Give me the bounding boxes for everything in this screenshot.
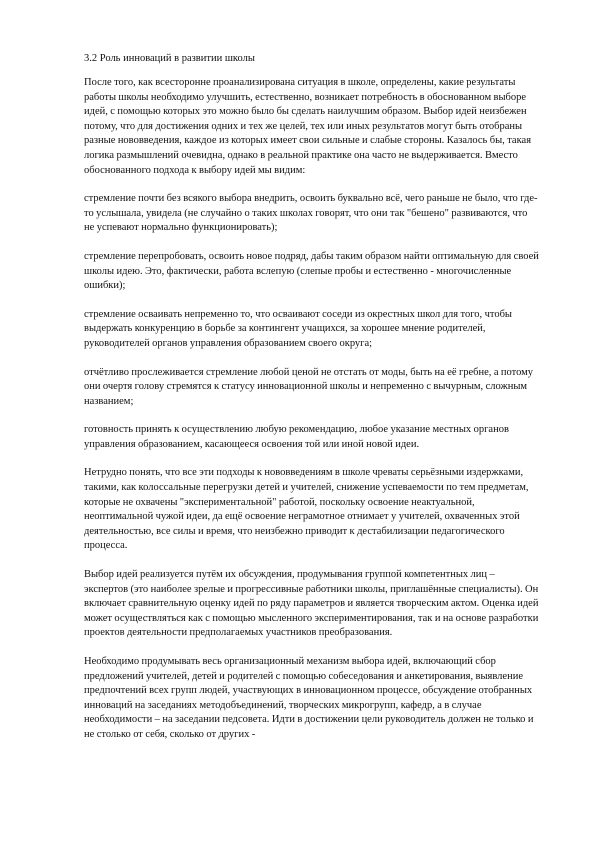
paragraph-item-4: отчётливо прослеживается стремление любой ценой не отстать от моды, быть на её гребне, а потому они очертя голову стремятся к статусу инновационной школы и непременно с вычурным, сложным названием; — [84, 366, 534, 407]
paragraph-item-3: стремление осваивать непременно то, что осваивают соседи из окрестных школ для того, чтобы выдержать конкуренцию в борьбе за контингент учащихся, за хорошее мнение родителей, руководителей органов управления образованием своего округа; — [84, 308, 512, 349]
paragraph-item-2: стремление перепробовать, освоить новое подряд, дабы таким образом найти оптимальную для своей школы идею. Это, фактически, работа вслепую (слепые пробы и естественно - многочисленные ошибки); — [84, 250, 539, 292]
paragraph-expert-selection: Выбор идей реализуется путём их обсуждения, продумывания группой компетентных лиц – экспертов (это наиболее зрелые и прогрессивные работники школы, приглашённые специалисты). Он включает сравнительную оценку идей по ряду параметров и является творческим актом. Оценка идей может осуществляться как с помощью мысленного экспериментирования, так и на основе разработки проектов деятельности предполагаемых участников преобразования. — [84, 569, 539, 639]
section-heading: 3.2 Роль инноваций в развитии школы — [84, 53, 255, 64]
paragraph-item-1: стремление почти без всякого выбора внедрить, освоить буквально всё, чего раньше не было, что где-то услышала, увидела (не случайно о таких школах говорят, что они так "бешено" развиваются, что не успевают нормально функционировать); — [84, 193, 538, 234]
paragraph-consequences: Нетрудно понять, что все эти подходы к нововведениям в школе чреваты серьёзными издержками, такими, как колоссальные перегрузки детей и учителей, снижение успеваемости по тем предметам, которые не охвачены "экспериментальной" работой, поскольку освоение неактуальной, неоптимальной чужой идеи, да ещё освоение неграмотное отнимает у учителей, охваченных этой деятельностью, все силы и время, что неизбежно приводит к дестабилизации педагогического процесса. — [84, 467, 529, 552]
paragraph-intro: После того, как всесторонне проанализирована ситуация в школе, определены, какие результаты работы школы необходимо улучшить, естественно, возникает потребность в обоснованном выборе идей, с помощью которых это можно было бы сделать наилучшим образом. Выбор идей неизбежен потому, что для достижения одних и тех же целей, тех или иных результатов могут быть отобраны разные нововведения, каждое из которых имеет свои сильные и слабые стороны. Казалось бы, такая логика размышлений очевидна, однако в реальной практике она часто не выдерживается. Вместо обоснованного подхода к выбору идей мы видим: — [84, 77, 532, 176]
paragraph-item-5: готовность принять к осуществлению любую рекомендацию, любое указание местных органов управления образованием, касающееся освоения той или иной новой идеи. — [84, 424, 509, 450]
paragraph-organizational-mechanism: Необходимо продумывать весь организационный механизм выбора идей, включающий сбор предложений учителей, детей и родителей с помощью собеседования и анкетирования, выявление предпочтений всех групп людей, участвующих в инновационном процессе, обсуждение отобранных инноваций на заседаниях методобъединений, творческих микрогрупп, кафедр, а в случае необходимости – на заседании педсовета. Идти в достижении цели руководитель должен не только и не столько от себя, сколько от других - — [84, 656, 534, 740]
